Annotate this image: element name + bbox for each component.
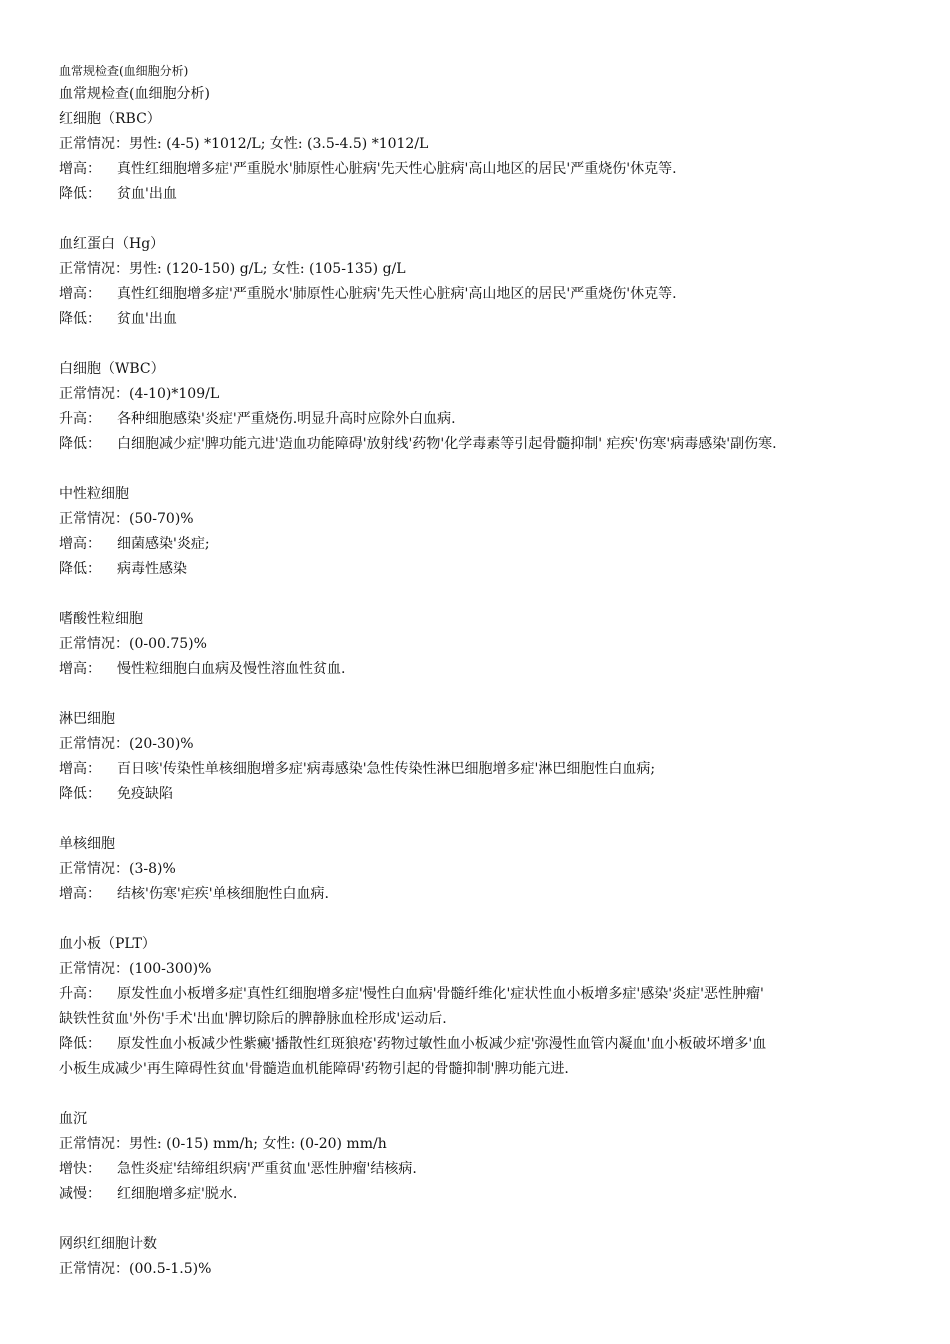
section-eosinophil [59,607,919,682]
section-rbc [59,107,919,207]
section-title: 血小板（PLT） [59,936,156,952]
document-page [59,62,919,1282]
finding-label: 降低： [59,436,101,452]
normal-range: 正常情况：(4-10)*109/L [59,386,220,402]
finding-label: 降低： [59,311,101,327]
finding-label: 增高： [59,886,101,902]
finding-label: 降低： [59,1036,101,1052]
spacer [59,907,919,932]
finding-row [59,407,919,432]
finding-label: 升高： [59,986,101,1002]
finding-text: 红细胞增多症'脱水. [117,1186,238,1202]
normal-range: 正常情况：(100-300)% [59,961,212,977]
finding-text-continued: 缺铁性贫血'外伤'手术'出血'脾切除后的脾静脉血栓形成'运动后. [59,1011,447,1027]
finding-text: 急性炎症'结缔组织病'严重贫血'恶性肿瘤'结核病. [117,1161,417,1177]
finding-text: 各种细胞感染'炎症'严重烧伤.明显升高时应除外白血病. [117,411,456,427]
section-reticulocyte [59,1232,919,1282]
finding-text: 贫血'出血 [117,311,177,327]
section-title: 单核细胞 [59,836,115,852]
normal-range: 正常情况：男性: (0-15) mm/h; 女性: (0-20) mm/h [59,1136,387,1152]
finding-text-continued: 小板生成减少'再生障碍性贫血'骨髓造血机能障碍'药物引起的骨髓抑制'脾功能亢进. [59,1061,569,1077]
section-title: 网织红细胞计数 [59,1236,157,1252]
finding-text: 免疫缺陷 [117,786,173,802]
finding-row [59,307,919,332]
spacer [59,207,919,232]
spacer [59,807,919,832]
finding-text: 细菌感染'炎症; [117,536,210,552]
finding-row [59,282,919,307]
finding-label: 降低： [59,561,101,577]
finding-row [59,432,919,457]
normal-range: 正常情况：男性: (120-150) g/L; 女性: (105-135) g/L [59,261,406,277]
normal-range: 正常情况：(50-70)% [59,511,194,527]
normal-range: 正常情况：(00.5-1.5)% [59,1261,212,1277]
finding-label: 升高： [59,411,101,427]
spacer [59,457,919,482]
finding-row [59,157,919,182]
section-neutrophil [59,482,919,582]
finding-text: 贫血'出血 [117,186,177,202]
normal-range: 正常情况：(0-00.75)% [59,636,207,652]
finding-text: 白细胞减少症'脾功能亢进'造血功能障碍'放射线'药物'化学毒素等引起骨髓抑制' 疟疾'伤寒'病毒感染'副伤寒. [117,436,777,452]
finding-label: 降低： [59,186,101,202]
finding-text: 原发性血小板增多症'真性红细胞增多症'慢性白血病'骨髓纤维化'症状性血小板增多症'感染'炎症'恶性肿瘤' [117,986,764,1002]
finding-text: 真性红细胞增多症'严重脱水'肺原性心脏病'先天性心脏病'高山地区的居民'严重烧伤'休克等. [117,161,677,177]
finding-text: 真性红细胞增多症'严重脱水'肺原性心脏病'先天性心脏病'高山地区的居民'严重烧伤'休克等. [117,286,677,302]
finding-row [59,882,919,907]
finding-label: 降低： [59,786,101,802]
normal-range: 正常情况：男性: (4-5) *1012/L; 女性: (3.5-4.5) *1012/L [59,136,429,152]
finding-row [59,557,919,582]
section-hemoglobin [59,232,919,332]
spacer [59,682,919,707]
finding-row [59,1032,919,1057]
section-esr [59,1107,919,1207]
spacer [59,332,919,357]
section-platelet [59,932,919,1082]
section-monocyte [59,832,919,907]
normal-range: 正常情况：(3-8)% [59,861,176,877]
finding-row [59,782,919,807]
finding-text: 病毒性感染 [117,561,187,577]
spacer [59,1082,919,1107]
finding-label: 增高： [59,161,101,177]
section-wbc [59,357,919,457]
finding-label: 增高： [59,661,101,677]
section-title: 白细胞（WBC） [59,361,165,377]
normal-range: 正常情况：(20-30)% [59,736,194,752]
finding-row [59,657,919,682]
document-header: 血常规检查(血细胞分析) [59,86,210,102]
finding-text: 原发性血小板减少性紫癜'播散性红斑狼疮'药物过敏性血小板减少症'弥漫性血管内凝血'血小板破坏增多'血 [117,1036,767,1052]
spacer [59,582,919,607]
finding-row [59,532,919,557]
section-title: 中性粒细胞 [59,486,129,502]
finding-label: 增高： [59,761,101,777]
finding-row [59,182,919,207]
finding-label: 增高： [59,536,101,552]
finding-label: 增快： [59,1161,101,1177]
finding-row [59,1182,919,1207]
section-lymphocyte [59,707,919,807]
section-title: 淋巴细胞 [59,711,115,727]
section-title: 红细胞（RBC） [59,111,161,127]
section-title: 血沉 [59,1111,87,1127]
spacer [59,1207,919,1232]
finding-text: 慢性粒细胞白血病及慢性溶血性贫血. [117,661,346,677]
finding-row [59,1157,919,1182]
finding-text: 结核'伤寒'疟疾'单核细胞性白血病. [117,886,329,902]
finding-row [59,982,919,1007]
finding-text: 百日咳'传染性单核细胞增多症'病毒感染'急性传染性淋巴细胞增多症'淋巴细胞性白血病; [117,761,656,777]
finding-row [59,757,919,782]
section-title: 嗜酸性粒细胞 [59,611,143,627]
finding-label: 减慢： [59,1186,101,1202]
section-title: 血红蛋白（Hg） [59,236,165,252]
document-small-header: 血常规检查(血细胞分析) [59,64,189,78]
finding-label: 增高： [59,286,101,302]
